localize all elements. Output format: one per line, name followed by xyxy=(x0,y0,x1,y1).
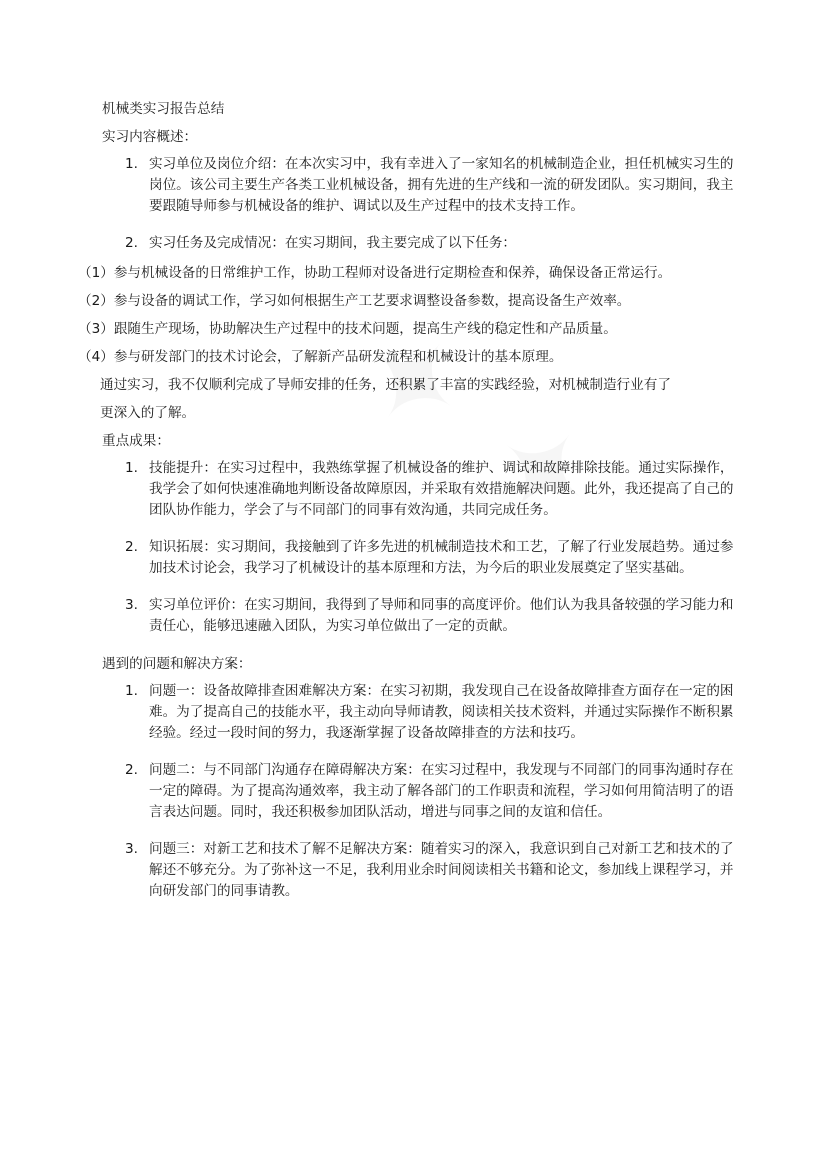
document-title: 机械类实习报告总结 xyxy=(102,101,225,117)
task-line: （2）参与设备的调试工作，学习如何根据生产工艺要求调整设备参数，提高设备生产效率。 xyxy=(78,293,631,309)
list-item xyxy=(102,458,742,521)
list-item xyxy=(102,595,742,637)
list-item-text: 实习单位评价：在实习期间，我得到了导师和同事的高度评价。他们认为我具备较强的学习能力和责任心，能够迅速融入团队，为实习单位做出了一定的贡献。 xyxy=(149,597,734,634)
list-item-number: 3. xyxy=(125,841,138,857)
overview-list xyxy=(102,154,742,254)
achievements-list xyxy=(102,458,742,637)
section-heading-overview: 实习内容概述： xyxy=(102,129,198,145)
list-item-number: 3. xyxy=(125,597,138,613)
list-item xyxy=(102,681,742,744)
list-item-text: 实习单位及岗位介绍：在本次实习中，我有幸进入了一家知名的机械制造企业，担任机械实习生的岗位。该公司主要生产各类工业机械设备，拥有先进的生产线和一流的研发团队。实习期间，我主要跟随导师参与机械设备的维护、调试以及生产过程中的技术支持工作。 xyxy=(149,156,734,214)
list-item-number: 1. xyxy=(125,683,138,699)
list-item xyxy=(102,154,742,217)
list-item-number: 2. xyxy=(125,539,138,555)
list-item-number: 2. xyxy=(125,235,138,251)
list-item-text: 问题二：与不同部门沟通存在障碍解决方案：在实习过程中，我发现与不同部门的同事沟通时存在一定的障碍。为了提高沟通效率，我主动了解各部门的工作职责和流程，学习如何用简洁明了的语言表达问题。同时，我还积极参加团队活动，增进与同事之间的友谊和信任。 xyxy=(149,762,734,820)
list-item-text: 知识拓展：实习期间，我接触到了许多先进的机械制造技术和工艺，了解了行业发展趋势。通过参加技术讨论会，我学习了机械设计的基本原理和方法，为今后的职业发展奠定了坚实基础。 xyxy=(149,539,734,576)
document-body xyxy=(78,98,742,918)
summary-paragraph-line: 更深入的了解。 xyxy=(100,405,196,421)
problems-list xyxy=(102,681,742,902)
list-item-text: 问题一：设备故障排查困难解决方案：在实习初期，我发现自己在设备故障排查方面存在一定的困难。为了提高自己的技能水平，我主动向导师请教，阅读相关技术资料，并通过实际操作不断积累经验。经过一段时间的努力，我逐渐掌握了设备故障排查的方法和技巧。 xyxy=(149,683,734,741)
task-line: （4）参与研发部门的技术讨论会，了解新产品研发流程和机械设计的基本原理。 xyxy=(78,349,563,365)
list-item xyxy=(102,839,742,902)
task-line: （1）参与机械设备的日常维护工作，协助工程师对设备进行定期检查和保养，确保设备正常运行。 xyxy=(78,265,672,281)
list-item-number: 1. xyxy=(125,460,138,476)
list-item-text: 实习任务及完成情况：在实习期间，我主要完成了以下任务： xyxy=(149,235,517,251)
list-item-text: 技能提升：在实习过程中，我熟练掌握了机械设备的维护、调试和故障排除技能。通过实际操作，我学会了如何快速准确地判断设备故障原因，并采取有效措施解决问题。此外，我还提高了自己的团队协作能力，学会了与不同部门的同事有效沟通，共同完成任务。 xyxy=(149,460,734,518)
list-item xyxy=(102,233,742,254)
section-heading-problems: 遇到的问题和解决方案： xyxy=(102,656,252,672)
task-line: （3）跟随生产现场，协助解决生产过程中的技术问题，提高生产线的稳定性和产品质量。 xyxy=(78,321,617,337)
list-item xyxy=(102,760,742,823)
section-heading-achievements: 重点成果： xyxy=(102,433,170,449)
list-item-text: 问题三：对新工艺和技术了解不足解决方案：随着实习的深入，我意识到自己对新工艺和技术的了解还不够充分。为了弥补这一不足，我利用业余时间阅读相关书籍和论文，参加线上课程学习，并向研发部门的同事请教。 xyxy=(149,841,734,899)
summary-paragraph-line: 通过实习，我不仅顺利完成了导师安排的任务，还积累了丰富的实践经验，对机械制造行业有了 xyxy=(100,377,671,393)
list-item-number: 1. xyxy=(125,156,138,172)
list-item xyxy=(102,537,742,579)
list-item-number: 2. xyxy=(125,762,138,778)
